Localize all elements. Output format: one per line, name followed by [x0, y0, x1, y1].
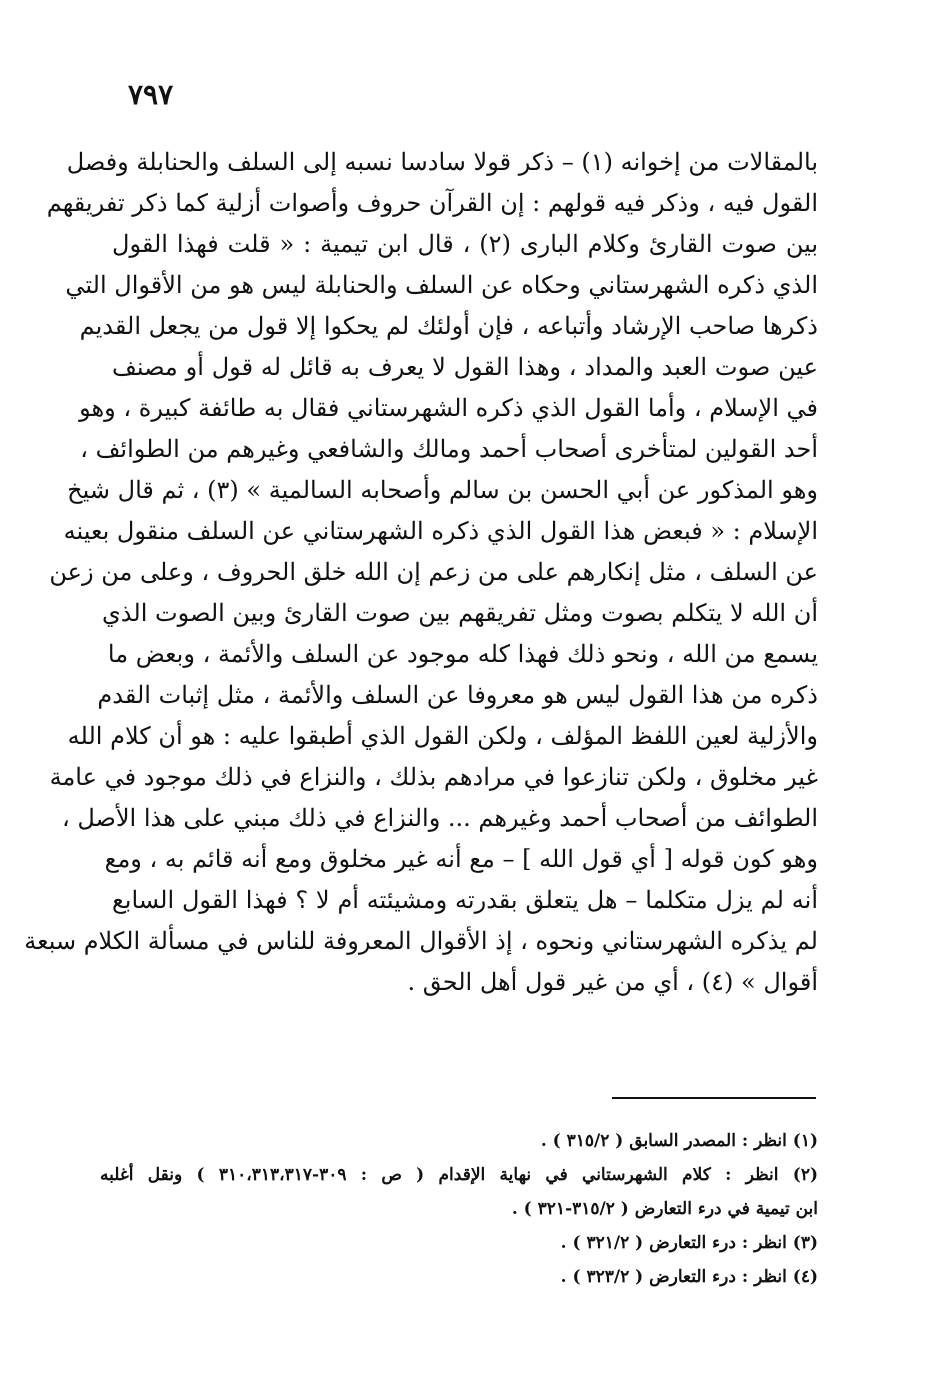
footnote-2-continued: ابن تيمية في درء التعارض ( ٣١٥/٢-٣٢١ ) . [511, 1199, 818, 1219]
text-line: ذكرها صاحب الإرشاد وأتباعه ، فإن أولئك لم يحكوا إلا قول من يجعل القديم [79, 312, 818, 340]
text-line-last: أقوال » (٤) ، أي من غير قول أهل الحق . [407, 968, 818, 996]
text-line: وهو كون قوله [ أي قول الله ] – مع أنه غير مخلوق ومع أنه قائم به ، ومع [104, 845, 818, 873]
text-line: الإسلام : « فبعض هذا القول الذي ذكره الشهرستاني عن السلف منقول بعينه [63, 517, 818, 545]
text-line: بين صوت القارئ وكلام البارى (٢) ، قال ابن تيمية : « قلت فهذا القول [112, 230, 819, 258]
footnote-3: (٣) انظر : درء التعارض ( ٣٢١/٢ ) . [560, 1233, 818, 1253]
footnote-separator [612, 1097, 816, 1099]
main-text-block [24, 142, 819, 1003]
page-number: ٧٩٧ [128, 78, 174, 111]
text-line: يسمع من الله ، ونحو ذلك فهذا كله موجود عن السلف والأئمة ، وبعض ما [107, 640, 818, 668]
text-line: عين صوت العبد والمداد ، وهذا القول لا يعرف به قائل له قول أو مصنف [112, 353, 818, 381]
text-line: بالمقالات من إخوانه (١) – ذكر قولا سادسا نسبه إلى السلف والحنابلة وفصل [66, 148, 818, 176]
text-line: عن السلف ، مثل إنكارهم على من زعم إن الله خلق الحروف ، وعلى من زعن [49, 558, 818, 586]
text-line: أن الله لا يتكلم بصوت ومثل تفريقهم بين صوت القارئ وبين الصوت الذي [102, 599, 818, 627]
text-line: لم يذكره الشهرستاني ونحوه ، إذ الأقوال المعروفة للناس في مسألة الكلام سبعة [24, 927, 818, 955]
text-line: القول فيه ، وذكر فيه قولهم : إن القرآن حروف وأصوات أزلية كما ذكر تفريقهم [46, 189, 818, 217]
text-line: أحد القولين لمتأخرى أصحاب أحمد ومالك والشافعي وغيرهم من الطوائف ، [80, 435, 818, 463]
text-line: وهو المذكور عن أبي الحسن بن سالم وأصحابه السالمية » (٣) ، ثم قال شيخ [67, 476, 818, 504]
footnote-1: (١) انظر : المصدر السابق ( ٣١٥/٢ ) . [540, 1131, 818, 1151]
text-line: والأزلية لعين اللفظ المؤلف ، ولكن القول الذي أطبقوا عليه : هو أن كلام الله [67, 722, 818, 750]
text-line: غير مخلوق ، ولكن تنازعوا في مرادهم بذلك ، والنزاع في ذلك موجود في عامة [49, 763, 818, 791]
text-line: ذكره من هذا القول ليس هو معروفا عن السلف والأئمة ، مثل إثبات القدم [97, 681, 818, 709]
footnotes-block [100, 1124, 818, 1294]
text-line: الطوائف من أصحاب أحمد وغيرهم ... والنزاع في ذلك مبني على هذا الأصل ، [61, 804, 818, 832]
text-line: الذي ذكره الشهرستاني وحكاه عن السلف والحنابلة ليس هو من الأقوال التي [65, 271, 818, 299]
footnote-4: (٤) انظر : درء التعارض ( ٣٢٣/٢ ) . [560, 1267, 818, 1287]
text-line: في الإسلام ، وأما القول الذي ذكره الشهرستاني فقال به طائفة كبيرة ، وهو [79, 394, 818, 422]
text-line: أنه لم يزل متكلما – هل يتعلق بقدرته ومشيئته أم لا ؟ فهذا القول السابع [112, 886, 818, 914]
footnote-2: (٢) انظر : كلام الشهرستاني في نهاية الإقدام ( ص : ٣٠٩-٣١٠،٣١٣،٣١٧ ) ونقل أغلبه [100, 1165, 818, 1185]
